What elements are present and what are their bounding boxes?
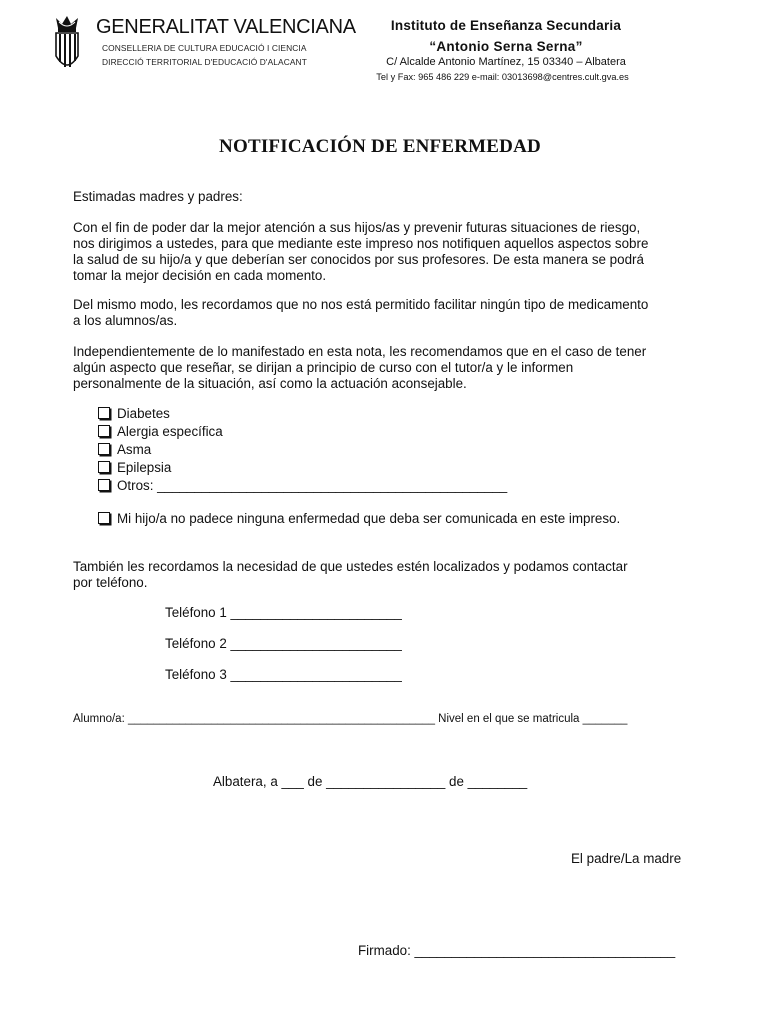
phone-field-1[interactable]: Teléfono 1 _______________________ (165, 605, 402, 620)
phone-field-3[interactable]: Teléfono 3 _______________________ (165, 667, 402, 682)
paragraph-line: por teléfono. (73, 575, 148, 590)
institute-name: Instituto de Enseñanza Secundaria (390, 18, 622, 33)
paragraph-line: nos dirigimos a ustedes, para que mediante este impreso nos notifiquen aquellos aspectos sobre (73, 236, 649, 251)
parent-label: El padre/La madre (571, 851, 682, 866)
paragraph-recommendation (73, 344, 713, 392)
checkbox-label: Diabetes (117, 406, 170, 421)
document-title: NOTIFICACIÓN DE ENFERMEDAD (219, 136, 541, 157)
paragraph-line: algún aspecto que reseñar, se dirijan a principio de curso con el tutor/a y le informen (73, 360, 574, 375)
paragraph-line: a los alumnos/as. (73, 313, 178, 328)
checkbox-no-illness[interactable] (98, 511, 620, 529)
institute-address: C/ Alcalde Antonio Martínez, 15 03340 – Albatera (386, 56, 626, 68)
date-line[interactable]: Albatera, a ___ de ________________ de ________ (213, 774, 528, 789)
paragraph-intro (73, 220, 713, 284)
checkbox-diabetes[interactable] (98, 406, 170, 424)
student-line[interactable]: Alumno/a: ________________________________________________ Nivel en el que se matricula _______ (73, 713, 628, 725)
paragraph-line: tomar la mejor decisión en cada momento. (73, 268, 327, 283)
checkbox-label: Asma (117, 442, 152, 457)
phone-field-2[interactable]: Teléfono 2 _______________________ (165, 636, 402, 651)
checkbox-label: Alergia específica (117, 424, 223, 439)
greeting: Estimadas madres y padres: (73, 189, 243, 204)
generalitat-title: GENERALITAT VALENCIANA (96, 16, 356, 38)
checkbox-box[interactable] (98, 512, 110, 524)
checkbox-label: Otros: _______________________________________________ (117, 478, 508, 493)
paragraph-line: Con el fin de poder dar la mejor atención a sus hijos/as y prevenir futuras situaciones de riesgo, (73, 220, 641, 235)
paragraph-line: la salud de su hijo/a y que deberían ser conocidos por sus profesores. De esta manera se podrá (73, 252, 644, 267)
checkbox-box[interactable] (98, 461, 110, 473)
paragraph-medication (73, 297, 713, 329)
institute-subname: “Antonio Serna Serna” (429, 39, 583, 54)
conselleria-line: CONSELLERIA DE CULTURA EDUCACIÓ I CIENCIA (102, 43, 307, 53)
institute-contact: Tel y Fax: 965 486 229 e-mail: 03013698@centres.cult.gva.es (376, 72, 629, 82)
checkbox-label: Mi hijo/a no padece ninguna enfermedad que deba ser comunicada en este impreso. (117, 511, 621, 526)
checkbox-alergia[interactable] (98, 424, 223, 442)
paragraph-line: Del mismo modo, les recordamos que no nos está permitido facilitar ningún tipo de medicamento (73, 297, 649, 312)
checkbox-box[interactable] (98, 425, 110, 437)
paragraph-line: personalmente de la situación, así como la actuación aconsejable. (73, 376, 467, 391)
checkbox-asma[interactable] (98, 442, 151, 460)
checkbox-box[interactable] (98, 479, 110, 491)
paragraph-line: Independientemente de lo manifestado en esta nota, les recomendamos que en el caso de tener (73, 344, 647, 359)
checkbox-box[interactable] (98, 443, 110, 455)
direccio-line: DIRECCIÓ TERRITORIAL D'EDUCACIÓ D'ALACANT (102, 57, 307, 67)
checkbox-label: Epilepsia (117, 460, 172, 475)
generalitat-coat-of-arms-icon (50, 14, 84, 76)
paragraph-line: También les recordamos la necesidad de que ustedes estén localizados y podamos contactar (73, 559, 628, 574)
signature-line[interactable]: Firmado: ___________________________________ (358, 943, 676, 958)
checkbox-epilepsia[interactable] (98, 460, 171, 478)
paragraph-contact (73, 559, 713, 591)
checkbox-box[interactable] (98, 407, 110, 419)
checkbox-otros[interactable] (98, 478, 507, 496)
